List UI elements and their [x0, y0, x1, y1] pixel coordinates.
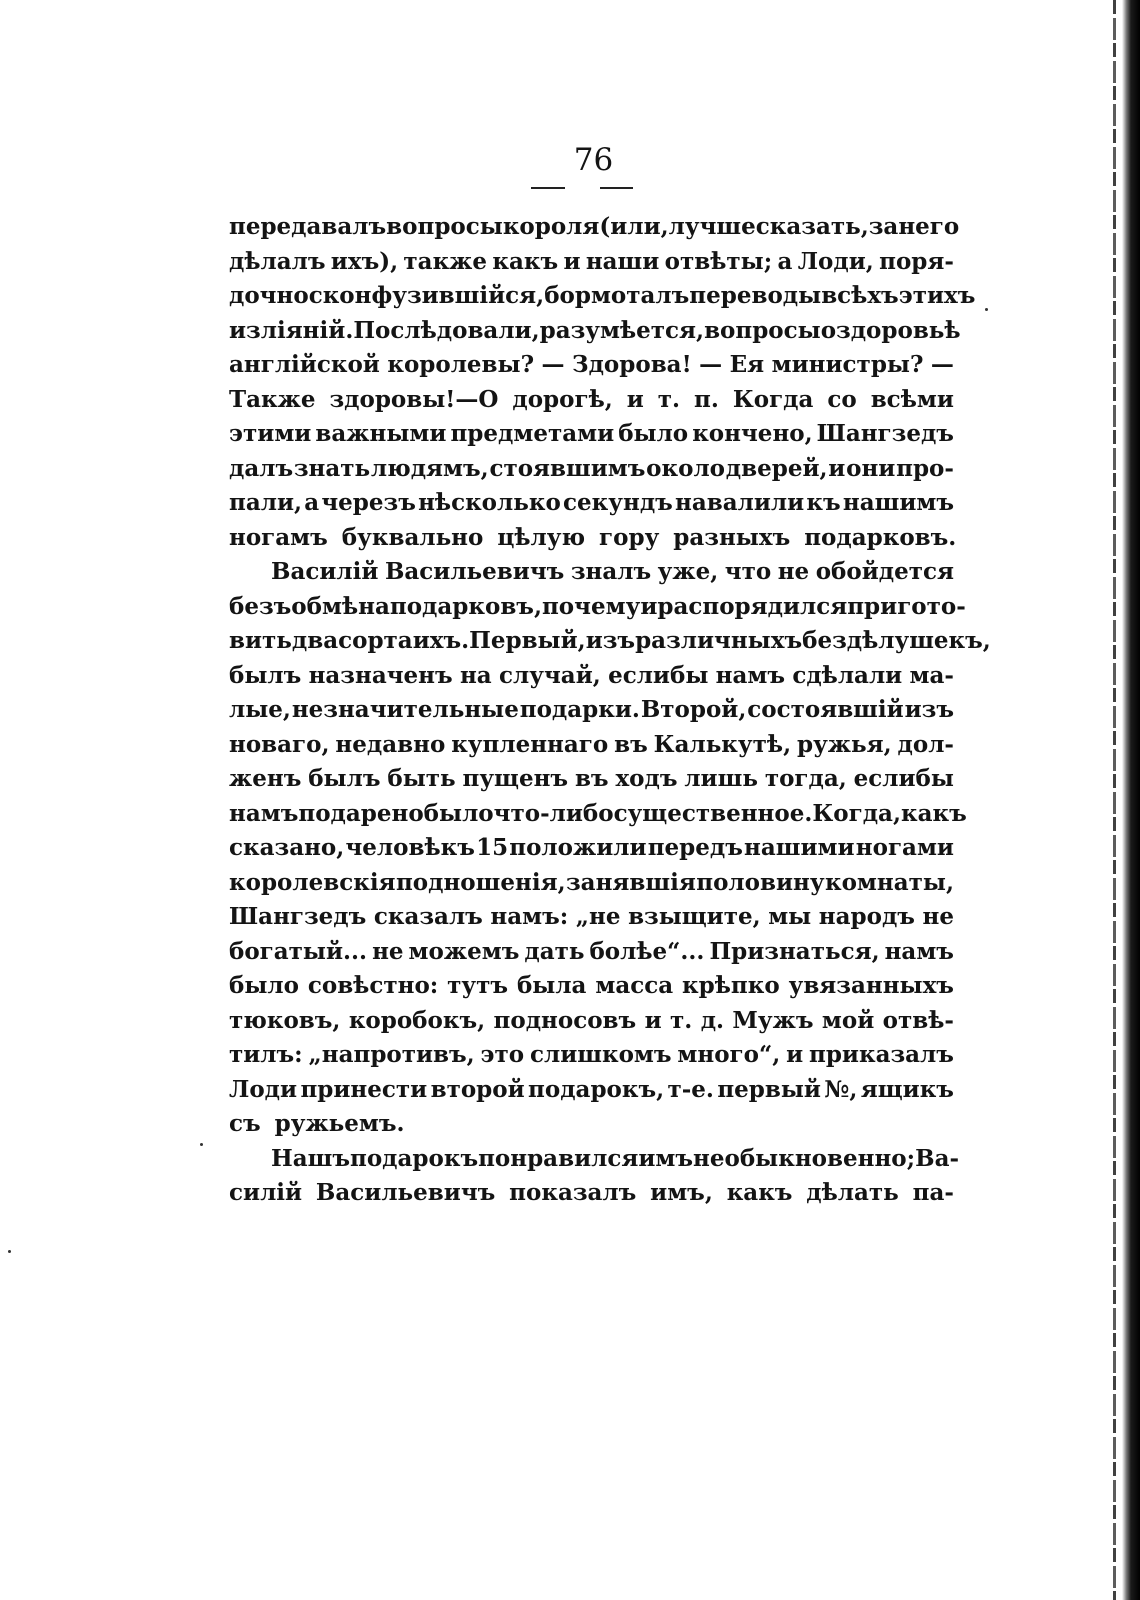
word: сорта — [338, 627, 413, 654]
word: сконфузившійся, — [308, 282, 545, 309]
word: не — [777, 558, 810, 585]
word: было — [618, 420, 689, 447]
word: нѣсколько — [418, 489, 561, 516]
page-number: 76 — [573, 142, 614, 178]
word: Калькутѣ, — [653, 730, 792, 758]
scan-speck — [8, 1250, 11, 1253]
word: этихъ — [898, 282, 976, 309]
word: въ — [574, 765, 609, 792]
text-line — [229, 762, 954, 797]
word: обмѣна — [291, 592, 390, 620]
word: человѣкъ — [345, 834, 475, 861]
text-line — [229, 1142, 960, 1177]
word: изъ — [904, 696, 954, 723]
word: важными — [315, 420, 447, 447]
word: стоявшимъ — [489, 454, 646, 482]
word: т. — [657, 385, 681, 413]
word: второй — [430, 1075, 525, 1103]
word: подносовъ — [493, 1006, 637, 1034]
word: недавно — [335, 730, 446, 758]
word: быть — [387, 765, 456, 792]
text-line — [229, 210, 960, 245]
word: на — [459, 661, 492, 689]
word: взыщите, — [628, 903, 761, 930]
text-line — [229, 1004, 954, 1039]
word: людямъ, — [370, 454, 489, 482]
word: распорядился — [657, 592, 848, 620]
word: женъ — [229, 765, 302, 792]
text-line — [229, 659, 954, 694]
word: Лоди — [229, 1075, 298, 1103]
word: далъ — [229, 454, 294, 482]
word: много“, — [677, 1041, 781, 1068]
word: п. — [694, 385, 719, 413]
word: приказалъ — [808, 1041, 954, 1068]
word: за — [868, 213, 899, 240]
text-line — [229, 831, 954, 866]
word: тогда, — [764, 765, 847, 792]
word: пригото- — [847, 592, 966, 620]
text-line — [229, 693, 954, 728]
word: кончено, — [692, 420, 813, 447]
word: со — [827, 385, 857, 413]
word: тюковъ, — [229, 1006, 341, 1034]
word: намъ — [884, 937, 954, 965]
word: 15 — [476, 834, 509, 861]
word: изліяній. — [229, 316, 354, 344]
word: и — [563, 247, 581, 275]
word: гору — [599, 523, 660, 551]
word: сказано, — [229, 834, 345, 861]
word: также — [403, 247, 488, 275]
word: „не — [575, 903, 621, 930]
word: отвѣты; — [664, 247, 773, 275]
word: вопросы — [386, 213, 503, 240]
word: что — [724, 558, 772, 585]
word: и — [640, 592, 658, 620]
word: предметами — [450, 420, 615, 447]
word: была — [516, 972, 587, 999]
word: подарковъ, — [389, 592, 542, 620]
word: первый — [717, 1075, 821, 1103]
word: и — [644, 1006, 662, 1034]
text-line — [229, 555, 954, 590]
word: два — [291, 627, 339, 654]
word: болѣе“... — [589, 937, 705, 965]
word: Василій — [271, 558, 379, 585]
word: лые, — [229, 696, 291, 723]
word: половину — [696, 868, 825, 896]
word: не — [922, 903, 954, 930]
word: ружья, — [796, 730, 892, 758]
word: съ — [229, 1110, 261, 1137]
text-line — [229, 1107, 954, 1142]
word: здоровьѣ — [836, 316, 961, 344]
word: различныхъ — [635, 627, 803, 654]
word: Признаться, — [709, 937, 880, 965]
word: англійской — [229, 351, 380, 378]
word: черезъ — [321, 489, 416, 516]
word: ихъ), — [330, 247, 399, 275]
word: намъ — [229, 799, 299, 827]
word: масса — [595, 972, 674, 999]
word: дѣлать — [806, 1179, 899, 1206]
text-line — [229, 969, 954, 1004]
word: вить — [229, 627, 292, 654]
word: отвѣ- — [882, 1006, 954, 1034]
word: необыкновенно; — [693, 1144, 916, 1172]
word: Послѣдовали, — [353, 316, 540, 344]
word: дол- — [897, 730, 954, 758]
text-line — [229, 624, 991, 659]
word: министры? — [771, 351, 924, 378]
word: принести — [300, 1075, 428, 1103]
word: нашими — [744, 834, 855, 861]
text-line — [229, 486, 954, 521]
word: разныхъ — [673, 523, 791, 551]
word: зналъ — [570, 558, 652, 585]
word: пали, — [229, 489, 303, 516]
word: т-е. — [667, 1075, 714, 1103]
body-text — [229, 210, 991, 1211]
word: бездѣлушекъ, — [802, 627, 991, 654]
word: имъ, — [650, 1179, 713, 1206]
text-line — [229, 348, 954, 383]
word: о — [820, 316, 837, 344]
word: слишкомъ — [529, 1041, 672, 1068]
word: и — [626, 385, 644, 413]
word: подношенія, — [395, 868, 566, 896]
word: крѣпко — [682, 972, 780, 999]
word: незначительные — [291, 696, 519, 723]
word: №, — [824, 1075, 858, 1103]
word: народъ — [818, 903, 915, 930]
word: знать — [293, 454, 371, 482]
word: лишь — [684, 765, 758, 792]
word: Второй, — [640, 696, 747, 723]
word: коробокъ, — [348, 1006, 486, 1034]
word: (или, — [599, 213, 669, 240]
scan-speck — [200, 1143, 203, 1146]
word: существенное. — [613, 799, 813, 827]
word: — — [930, 351, 954, 378]
word: а — [304, 489, 320, 516]
page-number-rule-left — [531, 187, 565, 189]
word: намъ: — [490, 903, 569, 930]
word: былъ — [229, 661, 302, 689]
word: въ — [614, 730, 648, 758]
text-line — [229, 314, 961, 349]
word: подарокъ, — [528, 1075, 665, 1103]
word: ма- — [909, 661, 954, 689]
word: цѣлую — [497, 523, 586, 551]
word: тилъ: — [229, 1041, 303, 1068]
word: былъ — [308, 765, 381, 792]
text-line — [229, 900, 954, 935]
text-line — [229, 866, 954, 901]
word: силій — [229, 1179, 303, 1206]
word: это — [480, 1041, 525, 1068]
word: дочно — [229, 282, 309, 309]
word: дать — [524, 937, 585, 965]
word: Ея — [729, 351, 765, 378]
word: увязанныхъ — [788, 972, 954, 999]
word: Лоди, — [797, 247, 874, 275]
word: „напротивъ, — [308, 1041, 475, 1068]
text-line — [229, 728, 954, 763]
word: около — [646, 454, 726, 482]
word: Васильевичъ — [315, 1179, 496, 1206]
word: лучше — [668, 213, 756, 240]
word: дорогѣ, — [512, 385, 613, 413]
word: Нашъ — [271, 1144, 350, 1172]
word: Ва- — [915, 1144, 960, 1172]
word: купленнаго — [451, 730, 609, 758]
book-binding-texture — [1113, 0, 1116, 1600]
word: поря- — [879, 247, 954, 275]
word: дверей, — [725, 454, 828, 482]
word: Первый, — [469, 627, 586, 654]
word: какъ — [900, 799, 967, 827]
word: вопросы — [704, 316, 821, 344]
word: ногами — [855, 834, 954, 861]
word: дѣлалъ — [229, 247, 326, 275]
word: короля — [502, 213, 600, 240]
word: ходъ — [615, 765, 678, 792]
word: положили — [509, 834, 647, 861]
word: разумѣется, — [539, 316, 705, 344]
text-line — [229, 590, 966, 625]
scan-speck — [985, 308, 988, 311]
word: Шангзедъ — [816, 420, 954, 447]
word: совѣстно: — [307, 972, 439, 999]
word: новаго, — [229, 730, 330, 758]
word: пущенъ — [462, 765, 569, 792]
word: Здорова! — [572, 351, 692, 378]
text-line — [229, 452, 954, 487]
word: Когда, — [812, 799, 901, 827]
word: здоровы!—О — [329, 385, 499, 413]
text-line — [229, 1073, 954, 1108]
word: занявшія — [565, 868, 696, 896]
word: ихъ. — [412, 627, 470, 654]
word: было — [423, 799, 494, 827]
text-line — [229, 1176, 954, 1211]
word: еслибы — [608, 661, 709, 689]
word: мы — [768, 903, 812, 930]
word: было — [229, 972, 299, 999]
word: сдѣлали — [792, 661, 903, 689]
word: т. — [670, 1006, 693, 1034]
word: Также — [229, 385, 316, 413]
word: и — [828, 454, 846, 482]
word: почему — [541, 592, 641, 620]
word: подарокъ — [350, 1144, 479, 1172]
word: ногамъ — [229, 523, 328, 551]
word: комнаты, — [824, 868, 954, 896]
word: нашимъ — [842, 489, 954, 516]
word: можемъ — [408, 937, 520, 965]
word: какъ — [492, 247, 559, 275]
word: — — [699, 351, 723, 378]
word: безъ — [229, 592, 292, 620]
word: всѣхъ — [821, 282, 899, 309]
word: д. — [700, 1006, 725, 1034]
word: сказать, — [755, 213, 869, 240]
word: наши — [585, 247, 660, 275]
word: назначенъ — [308, 661, 453, 689]
word: ружьемъ. — [274, 1110, 405, 1137]
word: королевскія — [229, 868, 396, 896]
word: богатый... — [229, 937, 368, 965]
word: подарки. — [519, 696, 640, 723]
text-line — [229, 417, 954, 452]
word: подарковъ. — [804, 523, 957, 551]
word: буквально — [341, 523, 484, 551]
word: сказалъ — [373, 903, 483, 930]
text-line — [229, 521, 957, 556]
text-line — [229, 245, 954, 280]
text-line — [229, 797, 967, 832]
word: случай, — [499, 661, 601, 689]
word: и — [786, 1041, 804, 1068]
word: уже, — [657, 558, 719, 585]
word: Шангзедъ — [229, 903, 367, 930]
text-line — [229, 935, 954, 970]
text-line — [229, 279, 976, 314]
word: этими — [229, 420, 312, 447]
word: изъ — [585, 627, 636, 654]
word: про- — [896, 454, 954, 482]
word: навалили — [675, 489, 805, 516]
page-number-rule-right — [600, 187, 633, 189]
word: что-либо — [493, 799, 614, 827]
word: королевы? — [387, 351, 535, 378]
word: намъ — [715, 661, 786, 689]
word: ящикъ — [860, 1075, 954, 1103]
word: секундъ — [563, 489, 673, 516]
word: они — [846, 454, 896, 482]
word: Мужъ — [732, 1006, 814, 1034]
word: къ — [806, 489, 841, 516]
word: не — [372, 937, 404, 965]
word: передъ — [647, 834, 743, 861]
word: тутъ — [447, 972, 509, 999]
word: мой — [821, 1006, 875, 1034]
word: еслибы — [853, 765, 954, 792]
word: обойдется — [815, 558, 954, 585]
word: — — [541, 351, 565, 378]
word: Когда — [732, 385, 814, 413]
word: состоявшій — [747, 696, 904, 723]
word: а — [777, 247, 793, 275]
word: имъ — [638, 1144, 694, 1172]
word: Васильевичъ — [384, 558, 565, 585]
word: подарено — [298, 799, 424, 827]
word: показалъ — [509, 1179, 637, 1206]
text-line — [229, 383, 954, 418]
word: переводы — [689, 282, 822, 309]
text-line — [229, 1038, 954, 1073]
word: всѣми — [870, 385, 954, 413]
word: понравился — [478, 1144, 639, 1172]
word: па- — [912, 1179, 954, 1206]
word: бормоталъ — [544, 282, 690, 309]
word: какъ — [726, 1179, 793, 1206]
word: передавалъ — [229, 213, 387, 240]
word: него — [898, 213, 960, 240]
